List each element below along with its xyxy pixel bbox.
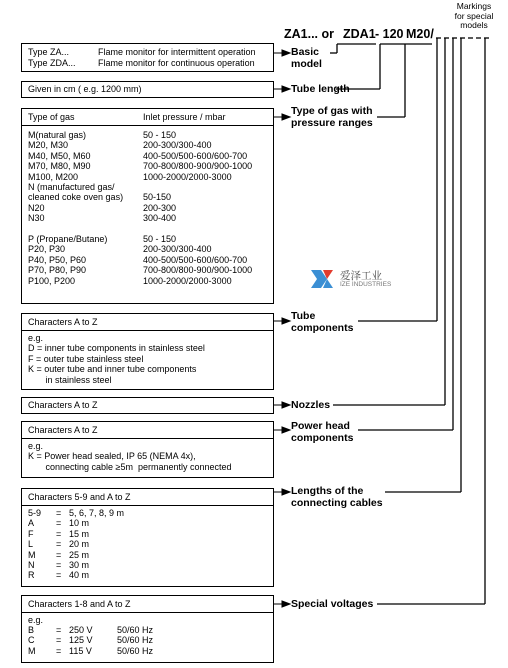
cable-equals: = bbox=[56, 508, 62, 518]
label-tube-components: Tube components bbox=[291, 310, 354, 334]
cable-value: 15 m bbox=[69, 528, 90, 539]
basic-desc-za: Flame monitor for intermittent operation bbox=[98, 47, 256, 57]
cable-equals: = bbox=[56, 549, 62, 560]
cable-code: M bbox=[28, 549, 36, 560]
cable-code: R bbox=[28, 570, 35, 581]
voltage-equals: = bbox=[56, 625, 62, 635]
voltage-code: M bbox=[28, 645, 36, 656]
cable-equals: = bbox=[56, 570, 62, 581]
gas-pressures-list: 50 - 150 200-300/300-400 400-500/500-600/600-700 700-800/800-900/900-1000 1000-2000/2000-3000 50-150 200-300 300-400 50 - 150 200-300/300-400 400-500/500-600/600-700 700-800/800-900/900-1000 1000-2000/2000-3000 bbox=[143, 130, 253, 286]
cables-header: Characters 5-9 and A to Z bbox=[22, 489, 273, 506]
basic-type-za: Type ZA... bbox=[28, 47, 70, 57]
gas-col1-header: Type of gas bbox=[28, 112, 75, 122]
voltage-value: 125 V bbox=[69, 635, 93, 646]
voltage-box bbox=[21, 595, 274, 663]
watermark-cn: 爱泽工业 bbox=[340, 270, 382, 282]
cable-code: A bbox=[28, 518, 35, 529]
gas-col2-header: Inlet pressure / mbar bbox=[143, 112, 226, 122]
cable-value: 40 m bbox=[69, 570, 90, 581]
cable-code: F bbox=[28, 528, 34, 539]
tube-components-box bbox=[21, 313, 274, 390]
voltage-code: B bbox=[28, 625, 35, 635]
cables-box bbox=[21, 488, 274, 587]
cable-code: 5-9 bbox=[28, 508, 42, 518]
cable-code: L bbox=[28, 539, 34, 550]
voltage-value: 250 V bbox=[69, 625, 93, 635]
label-nozzles: Nozzles bbox=[291, 399, 331, 411]
tube-comp-body: e.g. D = inner tube components in stainless steel F = outer tube stainless steel K = outer tube and inner tube components in stainless steel bbox=[28, 333, 205, 385]
gas-type-box bbox=[21, 108, 274, 304]
label-power-head: Power head components bbox=[291, 420, 354, 444]
cable-equals: = bbox=[56, 539, 62, 550]
cable-code: N bbox=[28, 560, 35, 570]
nozzles-text: Characters A to Z bbox=[28, 400, 98, 410]
power-head-body: e.g. K = Power head sealed, IP 65 (NEMA 4x), connecting cable ≥5m permanently connected bbox=[28, 441, 232, 472]
voltage-code: C bbox=[28, 635, 35, 646]
voltage-equals: = bbox=[56, 645, 62, 656]
gas-types-list: M(natural gas) M20, M30 M40, M50, M60 M70, M80, M90 M100, M200 N (manufactured gas/ cleaned coke oven gas) N20 N30 P (Propane/Butane) P20, P30 P40, P50, P60 P70, P80, P90 P100, P200 bbox=[28, 130, 124, 286]
cable-value: 25 m bbox=[69, 549, 90, 560]
voltage-equals: = bbox=[56, 635, 62, 646]
label-basic-model: Basic model bbox=[291, 46, 322, 70]
voltage-value: 115 V bbox=[69, 645, 92, 656]
voltage-freq: 50/60 Hz bbox=[117, 645, 154, 656]
label-special-voltages: Special voltages bbox=[291, 598, 374, 610]
cable-value: 30 m bbox=[69, 560, 90, 570]
nozzles-box bbox=[21, 397, 274, 414]
label-tube-length: Tube length bbox=[291, 83, 350, 95]
voltage-eg: e.g. bbox=[28, 615, 44, 625]
cable-equals: = bbox=[56, 560, 62, 570]
power-head-box bbox=[21, 421, 274, 478]
watermark-en: IZE INDUSTRIES bbox=[340, 281, 392, 288]
cable-value: 10 m bbox=[69, 518, 90, 529]
model-code-gas: M20/ bbox=[406, 27, 434, 41]
voltage-freq: 50/60 Hz bbox=[117, 625, 154, 635]
basic-type-zda: Type ZDA... bbox=[28, 58, 76, 68]
label-cable-lengths: Lengths of the connecting cables bbox=[291, 485, 383, 509]
ize-logo-icon bbox=[307, 266, 337, 292]
label-gas-type: Type of gas with pressure ranges bbox=[291, 105, 373, 129]
tube-length-text: Given in cm ( e.g. 1200 mm) bbox=[28, 84, 142, 94]
markings-label: Markings for special models bbox=[454, 1, 494, 30]
basic-desc-zda: Flame monitor for continuous operation bbox=[98, 58, 255, 68]
model-code-prefix: ZA1... or bbox=[284, 27, 335, 41]
tube-comp-header: Characters A to Z bbox=[22, 314, 273, 331]
basic-model-box bbox=[21, 43, 274, 72]
voltage-freq: 50/60 Hz bbox=[117, 635, 154, 646]
tube-length-box bbox=[21, 81, 274, 98]
cable-value: 20 m bbox=[69, 539, 90, 550]
model-code-zda1: ZDA1 bbox=[343, 27, 376, 41]
gas-header-row bbox=[22, 109, 273, 126]
voltage-header: Characters 1-8 and A to Z bbox=[22, 596, 273, 613]
power-head-header: Characters A to Z bbox=[22, 422, 273, 439]
model-code-length: - 120 bbox=[375, 27, 404, 41]
cable-value: 5, 6, 7, 8, 9 m bbox=[69, 508, 125, 518]
cable-equals: = bbox=[56, 518, 62, 529]
cable-equals: = bbox=[56, 528, 62, 539]
